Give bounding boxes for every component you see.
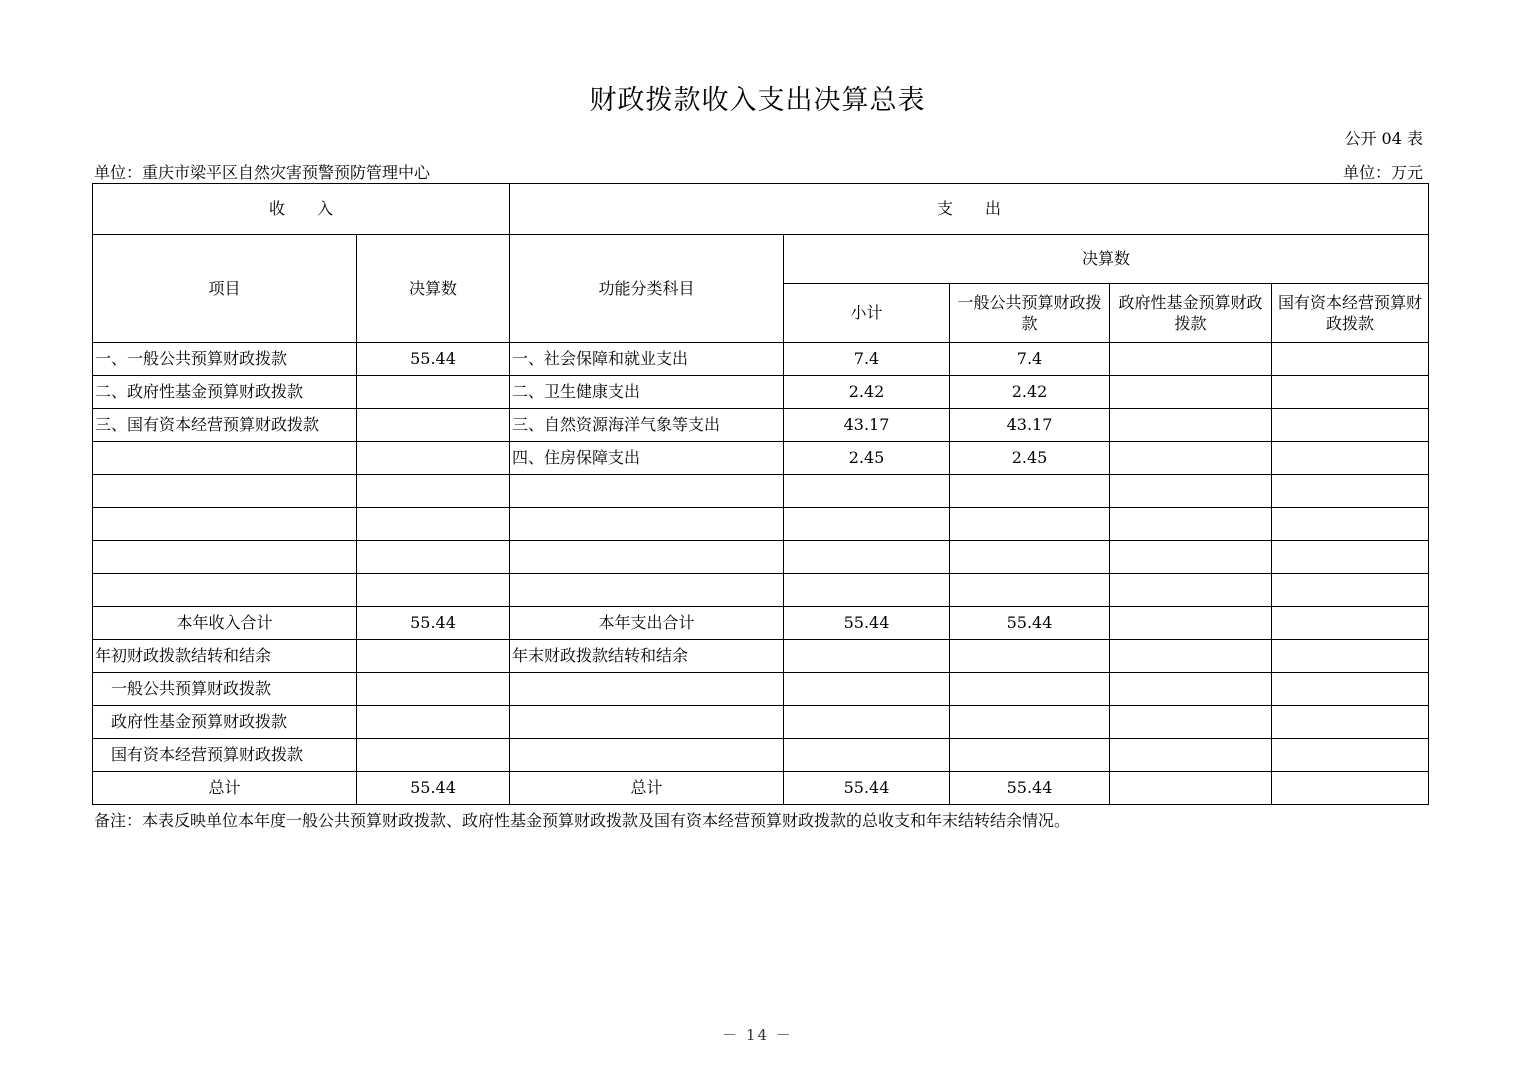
state-capital-cell <box>1272 739 1429 772</box>
subtotal-cell: 55.44 <box>784 772 950 805</box>
table-row <box>93 508 1429 541</box>
table-row <box>93 475 1429 508</box>
gov-fund-cell <box>1110 706 1272 739</box>
item-cell <box>93 475 357 508</box>
gov-fund-cell <box>1110 409 1272 442</box>
state-capital-cell <box>1272 508 1429 541</box>
subject-cell: 四、住房保障支出 <box>510 442 784 475</box>
state-capital-header: 国有资本经营预算财政拨款 <box>1272 284 1429 343</box>
item-cell <box>93 508 357 541</box>
state-capital-cell <box>1272 706 1429 739</box>
subject-cell <box>510 541 784 574</box>
unit-organization: 单位：重庆市梁平区自然灾害预警预防管理中心 <box>94 163 431 182</box>
subject-cell: 年末财政拨款结转和结余 <box>510 640 784 673</box>
general-budget-cell: 55.44 <box>950 607 1110 640</box>
income-amount-cell <box>357 673 510 706</box>
table-row <box>93 673 1429 706</box>
subject-cell <box>510 673 784 706</box>
table-row <box>93 343 1429 376</box>
item-cell <box>93 442 357 475</box>
income-header: 收 入 <box>93 184 510 235</box>
gov-fund-header: 政府性基金预算财政拨款 <box>1110 284 1272 343</box>
state-capital-cell <box>1272 409 1429 442</box>
general-budget-cell <box>950 574 1110 607</box>
general-budget-cell <box>950 475 1110 508</box>
gov-fund-cell <box>1110 640 1272 673</box>
subject-cell: 三、自然资源海洋气象等支出 <box>510 409 784 442</box>
income-amount-cell <box>357 442 510 475</box>
subject-cell: 本年支出合计 <box>510 607 784 640</box>
general-budget-cell <box>950 508 1110 541</box>
item-cell: 本年收入合计 <box>93 607 357 640</box>
item-header: 项目 <box>93 235 357 343</box>
subject-cell: 一、社会保障和就业支出 <box>510 343 784 376</box>
form-number: 公开 04 表 <box>1344 129 1423 148</box>
income-amount-cell: 55.44 <box>357 607 510 640</box>
subject-cell <box>510 706 784 739</box>
income-amount-cell: 55.44 <box>357 343 510 376</box>
subtotal-cell <box>784 508 950 541</box>
income-amount-cell <box>357 409 510 442</box>
item-cell: 政府性基金预算财政拨款 <box>93 706 357 739</box>
general-budget-cell: 55.44 <box>950 772 1110 805</box>
subtotal-cell <box>784 541 950 574</box>
table-note: 备注：本表反映单位本年度一般公共预算财政拨款、政府性基金预算财政拨款及国有资本经营预算财政拨款的总收支和年末结转结余情况。 <box>94 811 1071 830</box>
expense-amount-header: 决算数 <box>784 235 1429 284</box>
subject-cell <box>510 475 784 508</box>
item-cell <box>93 574 357 607</box>
state-capital-cell <box>1272 640 1429 673</box>
table-row <box>93 376 1429 409</box>
table-row <box>93 640 1429 673</box>
table-row <box>93 772 1429 805</box>
income-amount-cell <box>357 376 510 409</box>
gov-fund-cell <box>1110 442 1272 475</box>
income-amount-cell <box>357 475 510 508</box>
gov-fund-cell <box>1110 376 1272 409</box>
income-amount-cell <box>357 574 510 607</box>
function-subject-header: 功能分类科目 <box>510 235 784 343</box>
income-amount-cell <box>357 640 510 673</box>
general-budget-cell <box>950 739 1110 772</box>
subtotal-cell: 2.42 <box>784 376 950 409</box>
income-amount-header: 决算数 <box>357 235 510 343</box>
item-cell: 二、政府性基金预算财政拨款 <box>93 376 357 409</box>
general-budget-cell: 2.45 <box>950 442 1110 475</box>
general-budget-header: 一般公共预算财政拨款 <box>950 284 1110 343</box>
subtotal-cell <box>784 475 950 508</box>
gov-fund-cell <box>1110 541 1272 574</box>
subtotal-cell <box>784 706 950 739</box>
subtotal-header: 小计 <box>784 284 950 343</box>
income-amount-cell <box>357 706 510 739</box>
unit-currency: 单位：万元 <box>1342 163 1423 182</box>
state-capital-cell <box>1272 343 1429 376</box>
page-number: － 14 － <box>722 1026 793 1044</box>
general-budget-cell: 43.17 <box>950 409 1110 442</box>
state-capital-cell <box>1272 772 1429 805</box>
state-capital-cell <box>1272 376 1429 409</box>
subject-cell: 总计 <box>510 772 784 805</box>
gov-fund-cell <box>1110 739 1272 772</box>
general-budget-cell: 7.4 <box>950 343 1110 376</box>
page-title: 财政拨款收入支出决算总表 <box>589 85 926 116</box>
state-capital-cell <box>1272 442 1429 475</box>
general-budget-cell: 2.42 <box>950 376 1110 409</box>
income-amount-cell <box>357 739 510 772</box>
table-body <box>93 343 1429 805</box>
item-cell: 总计 <box>93 772 357 805</box>
state-capital-cell <box>1272 607 1429 640</box>
income-amount-cell <box>357 541 510 574</box>
general-budget-cell <box>950 706 1110 739</box>
gov-fund-cell <box>1110 607 1272 640</box>
state-capital-cell <box>1272 475 1429 508</box>
table-row <box>93 739 1429 772</box>
income-amount-cell <box>357 508 510 541</box>
income-amount-cell: 55.44 <box>357 772 510 805</box>
gov-fund-cell <box>1110 475 1272 508</box>
item-cell: 一般公共预算财政拨款 <box>93 673 357 706</box>
item-cell <box>93 541 357 574</box>
subtotal-cell: 55.44 <box>784 607 950 640</box>
item-cell: 年初财政拨款结转和结余 <box>93 640 357 673</box>
subtotal-cell <box>784 739 950 772</box>
subtotal-cell <box>784 640 950 673</box>
item-cell: 一、一般公共预算财政拨款 <box>93 343 357 376</box>
table-row <box>93 706 1429 739</box>
state-capital-cell <box>1272 673 1429 706</box>
general-budget-cell <box>950 541 1110 574</box>
general-budget-cell <box>950 673 1110 706</box>
appropriation-table <box>92 183 1429 805</box>
subtotal-cell: 7.4 <box>784 343 950 376</box>
table-row <box>93 541 1429 574</box>
subtotal-cell: 2.45 <box>784 442 950 475</box>
gov-fund-cell <box>1110 508 1272 541</box>
item-cell: 国有资本经营预算财政拨款 <box>93 739 357 772</box>
general-budget-cell <box>950 640 1110 673</box>
subtotal-cell <box>784 574 950 607</box>
state-capital-cell <box>1272 574 1429 607</box>
subject-cell: 二、卫生健康支出 <box>510 376 784 409</box>
gov-fund-cell <box>1110 343 1272 376</box>
subtotal-cell: 43.17 <box>784 409 950 442</box>
gov-fund-cell <box>1110 574 1272 607</box>
subtotal-cell <box>784 673 950 706</box>
subject-cell <box>510 574 784 607</box>
table-row <box>93 574 1429 607</box>
state-capital-cell <box>1272 541 1429 574</box>
table-row <box>93 409 1429 442</box>
gov-fund-cell <box>1110 772 1272 805</box>
gov-fund-cell <box>1110 673 1272 706</box>
item-cell: 三、国有资本经营预算财政拨款 <box>93 409 357 442</box>
table-row <box>93 442 1429 475</box>
subject-cell <box>510 739 784 772</box>
table-row <box>93 607 1429 640</box>
expense-header: 支 出 <box>510 184 1429 235</box>
subject-cell <box>510 508 784 541</box>
